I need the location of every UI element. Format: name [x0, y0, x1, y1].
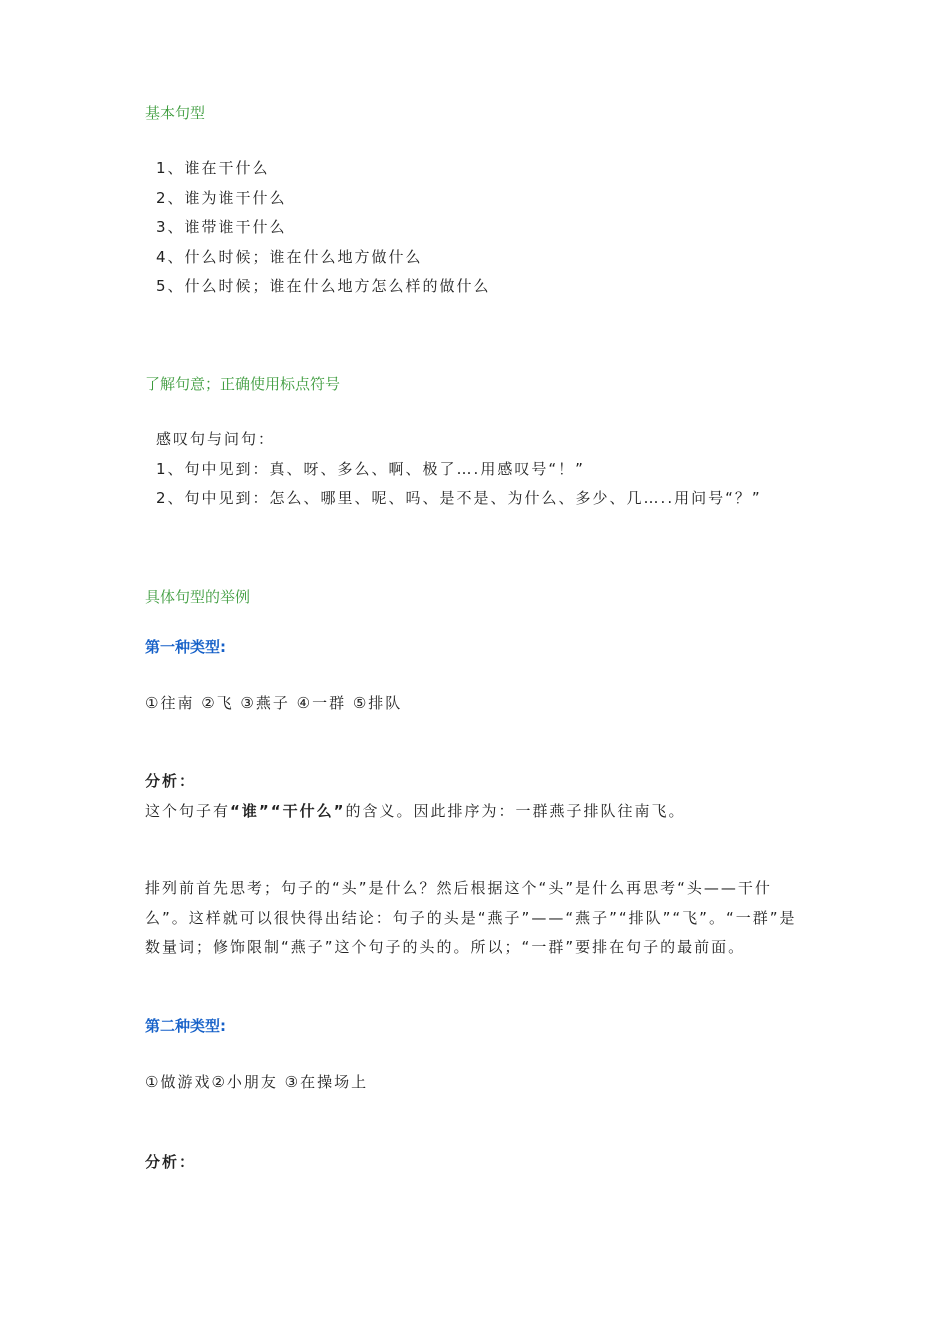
- analysis-post: 的含义。因此排序为：一群燕子排队往南飞。: [345, 802, 686, 820]
- punctuation-list: [156, 425, 762, 514]
- list-item: 1、谁在干什么: [156, 159, 270, 177]
- type1-explanation: 排列前首先思考；句子的“头”是什么？然后根据这个“头”是什么再思考“头——干什么”。这样就可以很快得出结论：句子的头是“燕子”——“燕子”“排队”“飞”。“一群”是数量词；修饰限制“燕子”这个句子的头的。所以；“一群”要排在句子的最前面。: [145, 879, 797, 956]
- type1-words: ①往南 ②飞 ③燕子 ④一群 ⑤排队: [145, 694, 403, 712]
- list-item: 感叹句与问句：: [156, 430, 276, 448]
- list-item: 2、谁为谁干什么: [156, 188, 287, 207]
- section-title-basic-patterns: 基本句型: [145, 104, 206, 122]
- basic-patterns-list: [156, 154, 491, 302]
- list-item: 3、谁带谁干什么: [156, 218, 287, 236]
- analysis-pre: 这个句子有: [145, 802, 231, 820]
- type1-analysis-label: 分析：: [145, 772, 197, 790]
- type1-analysis-text: [145, 801, 685, 821]
- type2-heading: 第二种类型:: [145, 1017, 226, 1035]
- type2-words: ①做游戏②小朋友 ③在操场上: [145, 1073, 369, 1091]
- type1-heading: 第一种类型:: [145, 638, 226, 656]
- section-title-punctuation: 了解句意；正确使用标点符号: [145, 375, 341, 393]
- analysis-bold: “谁”“干什么”: [230, 802, 346, 820]
- list-item: 4、什么时候；谁在什么地方做什么: [156, 247, 423, 266]
- list-item: 5、什么时候；谁在什么地方怎么样的做什么: [156, 277, 491, 295]
- section-title-examples: 具体句型的举例: [145, 588, 251, 606]
- list-item: 2、句中见到：怎么、哪里、呢、吗、是不是、为什么、多少、几…..用问号“？”: [156, 489, 762, 507]
- type2-analysis-label: 分析：: [145, 1153, 197, 1171]
- list-item: 1、句中见到：真、呀、多么、啊、极了….用感叹号“！”: [156, 459, 585, 478]
